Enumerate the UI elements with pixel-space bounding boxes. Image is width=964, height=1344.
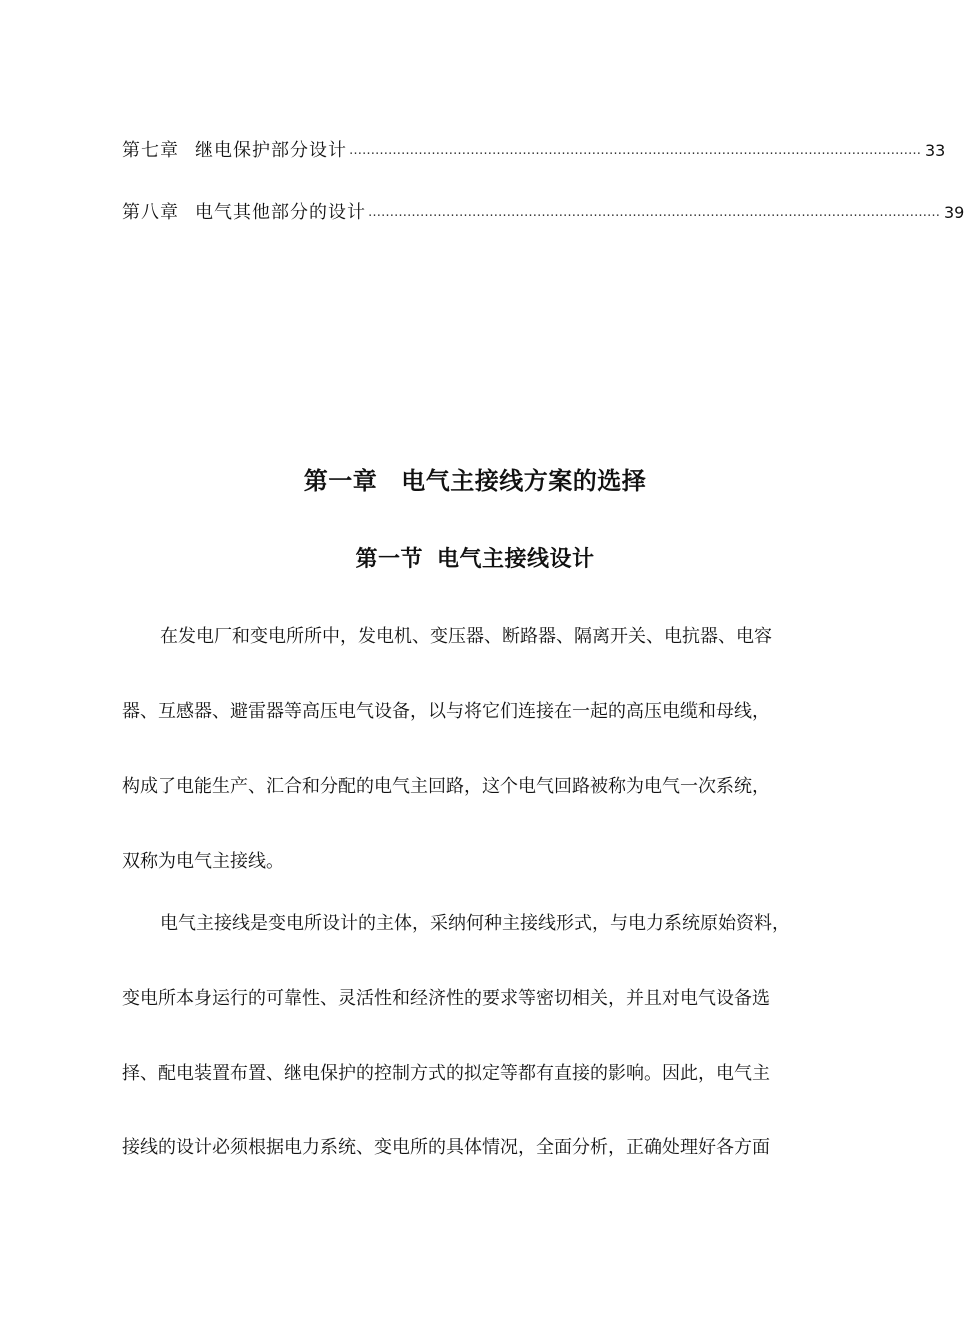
toc-dot-leader: …………………………………………………………………………………………………………………… bbox=[349, 143, 921, 158]
toc-page-number: 39 bbox=[944, 203, 964, 222]
toc-chapter-number: 第七章 bbox=[122, 140, 179, 161]
toc-chapter-title: 继电保护部分设计 bbox=[195, 140, 347, 161]
chapter-title: 电气主接线方案的选择 bbox=[401, 467, 647, 495]
paragraph-line: 在发电厂和变电所所中，发电机、变压器、断路器、隔离开关、电抗器、电容 bbox=[160, 626, 772, 647]
chapter-number: 第一章 bbox=[303, 467, 378, 495]
section-number: 第一节 bbox=[355, 547, 423, 572]
toc-entry-chapter-7[interactable] bbox=[122, 137, 946, 165]
paragraph-line: 接线的设计必须根据电力系统、变电所的具体情况，全面分析，正确处理好各方面 bbox=[122, 1137, 770, 1158]
toc-entry-chapter-8[interactable] bbox=[122, 199, 964, 227]
paragraph-line: 器、互感器、避雷器等高压电气设备，以与将它们连接在一起的高压电缆和母线， bbox=[122, 701, 770, 722]
paragraph-line: 构成了电能生产、汇合和分配的电气主回路，这个电气回路被称为电气一次系统， bbox=[122, 776, 770, 797]
section-title: 电气主接线设计 bbox=[437, 547, 595, 572]
toc-chapter-title: 电气其他部分的设计 bbox=[195, 202, 366, 223]
chapter-heading bbox=[0, 464, 950, 498]
paragraph-line: 电气主接线是变电所设计的主体，采纳何种主接线形式，与电力系统原始资料， bbox=[160, 913, 790, 934]
paragraph-line: 双称为电气主接线。 bbox=[122, 851, 284, 872]
toc-dot-leader: …………………………………………………………………………………………………………………… bbox=[368, 205, 940, 220]
paragraph-line: 变电所本身运行的可靠性、灵活性和经济性的要求等密切相关，并且对电气设备选 bbox=[122, 988, 770, 1009]
section-heading bbox=[0, 544, 950, 576]
paragraph-line: 择、配电装置布置、继电保护的控制方式的拟定等都有直接的影响。因此，电气主 bbox=[122, 1063, 770, 1084]
toc-page-number: 33 bbox=[925, 141, 946, 160]
toc-chapter-number: 第八章 bbox=[122, 202, 179, 223]
